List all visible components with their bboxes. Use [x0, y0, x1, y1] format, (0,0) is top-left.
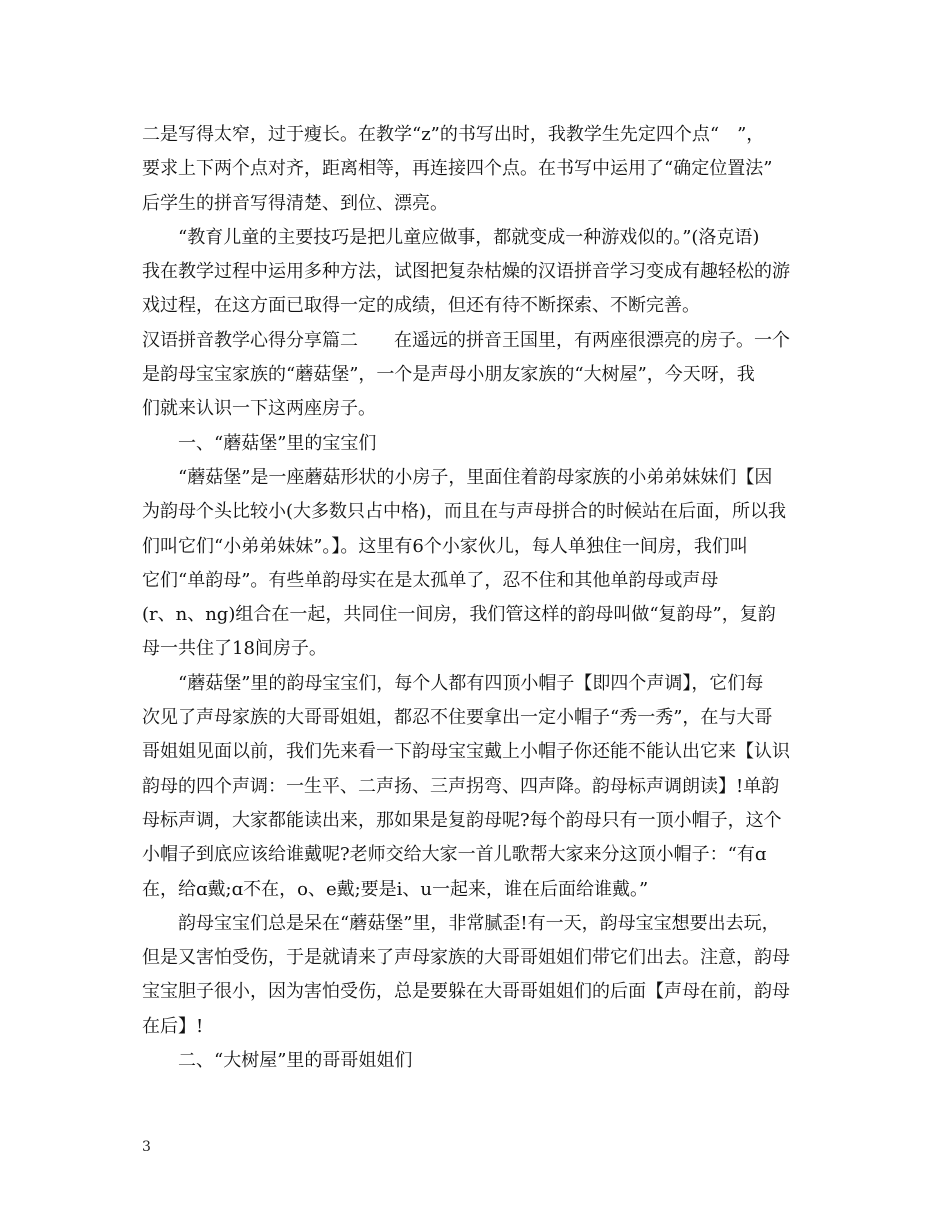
text-line: 宝宝胆子很小，因为害怕受伤，总是要躲在大哥哥姐姐们的后面【声母在前，韵母 — [142, 981, 790, 1003]
text-line: 韵母的四个声调：一生平、二声扬、三声拐弯、四声降。韵母标声调朗读】!单韵 — [142, 775, 780, 797]
text-line: 小帽子到底应该给谁戴呢?老师交给大家一首儿歌帮大家来分这顶小帽子：“有ɑ — [142, 844, 767, 866]
text-line: 二是写得太窄，过于瘦长。在教学“z”的书写出时，我教学生先定四个点“ ”， — [142, 124, 765, 145]
text-line: 哥姐姐见面以前，我们先来看一下韵母宝宝戴上小帽子你还能不能认出它来【认识 — [142, 741, 790, 763]
text-line: 汉语拼音教学心得分享篇二 在遥远的拼音王国里，有两座很漂亮的房子。一个 — [142, 329, 790, 351]
text-line: 我在教学过程中运用多种方法，试图把复杂枯燥的汉语拼音学习变成有趣轻松的游 — [142, 261, 790, 283]
text-line: 们叫它们“小弟弟妹妹”。】。这里有6个小家伙儿，每人单独住一间房，我们叫 — [142, 535, 748, 557]
text-line: 为韵母个头比较小(大多数只占中格)，而且在与声母拼合的时候站在后面，所以我 — [142, 501, 787, 523]
text-line: “蘑菇堡”是一座蘑菇形状的小房子，里面住着韵母家族的小弟弟妹妹们【因 — [178, 466, 773, 488]
text-line: 韵母宝宝们总是呆在“蘑菇堡”里，非常腻歪!有一天，韵母宝宝想要出去玩， — [178, 912, 780, 934]
section-heading: 一、“蘑菇堡”里的宝宝们 — [178, 432, 377, 454]
text-line: 在后】! — [142, 1015, 204, 1037]
text-line: 要求上下两个点对齐，距离相等，再连接四个点。在书写中运用了“确定位置法” — [142, 158, 773, 180]
text-line: 它们“单韵母”。有些单韵母实在是太孤单了，忍不住和其他单韵母或声母 — [142, 569, 719, 591]
text-line: 但是又害怕受伤，于是就请来了声母家族的大哥哥姐姐们带它们出去。注意，韵母 — [142, 947, 790, 969]
text-line: “蘑菇堡”里的韵母宝宝们，每个人都有四顶小帽子【即四个声调】，它们每 — [178, 672, 764, 694]
text-line: 后学生的拼音写得清楚、到位、漂亮。 — [142, 192, 448, 214]
text-line: 母一共住了18间房子。 — [142, 638, 327, 660]
text-line: 是韵母宝宝家族的“蘑菇堡”，一个是声母小朋友家族的“大树屋”，今天呀，我 — [142, 364, 755, 386]
document-body — [142, 118, 810, 1078]
text-line: (r、n、ng)组合在一起，共同住一间房，我们管这样的韵母叫做“复韵母”，复韵 — [142, 604, 776, 626]
text-line: “教育儿童的主要技巧是把儿童应做事，都就变成一种游戏似的。”(洛克语) — [178, 226, 760, 248]
text-line: 在，给ɑ戴;ɑ不在，o、e戴;要是i、u一起来，谁在后面给谁戴。” — [142, 878, 649, 900]
text-line: 戏过程，在这方面已取得一定的成绩，但还有待不断探索、不断完善。 — [142, 295, 700, 317]
text-line: 母标声调，大家都能读出来，那如果是复韵母呢?每个韵母只有一顶小帽子，这个 — [142, 809, 782, 831]
text-line: 们就来认识一下这两座房子。 — [142, 398, 376, 420]
page-number: 3 — [142, 1139, 151, 1155]
section-heading: 二、“大树屋”里的哥哥姐姐们 — [178, 1050, 413, 1072]
text-line: 次见了声母家族的大哥哥姐姐，都忍不住要拿出一定小帽子“秀一秀”，在与大哥 — [142, 707, 773, 729]
